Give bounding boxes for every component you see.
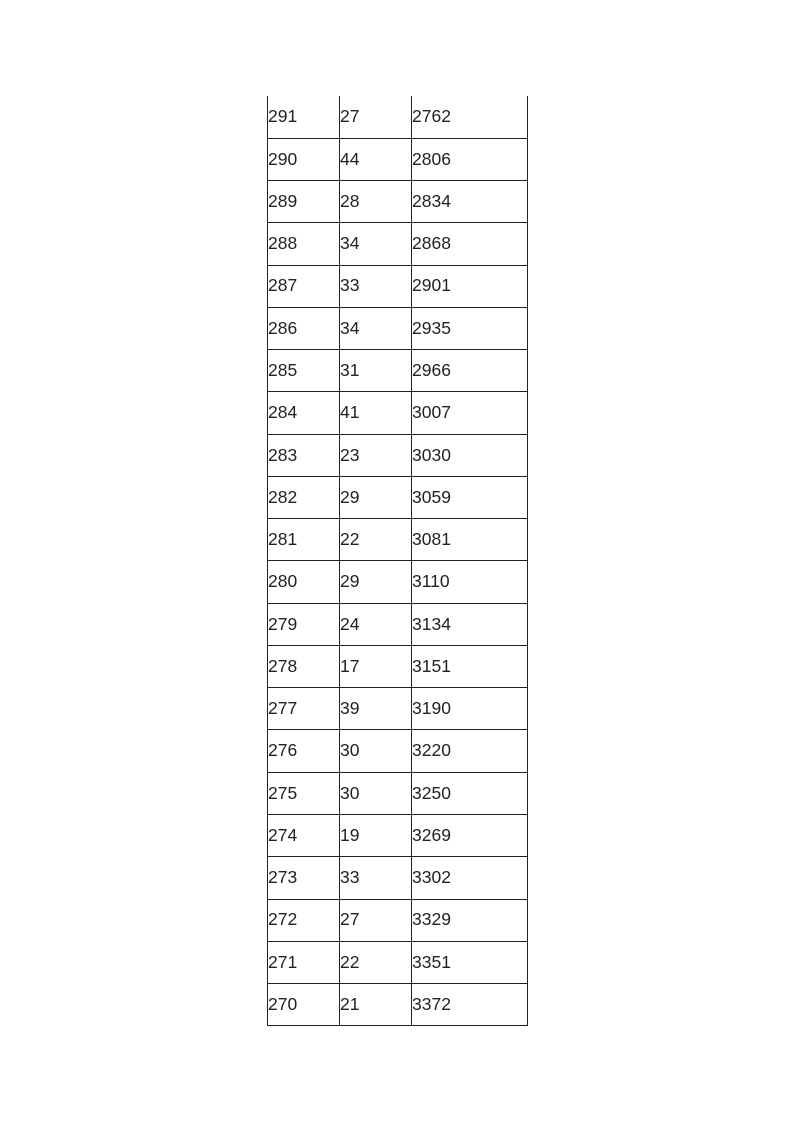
cumulative-cell: 2935 xyxy=(412,307,528,349)
table-row xyxy=(268,265,528,307)
count-cell: 27 xyxy=(340,96,412,138)
table-row xyxy=(268,392,528,434)
table-row xyxy=(268,730,528,772)
table-row xyxy=(268,476,528,518)
cumulative-cell: 2834 xyxy=(412,181,528,223)
score-table xyxy=(267,96,528,1026)
count-cell: 30 xyxy=(340,772,412,814)
cumulative-cell: 2762 xyxy=(412,96,528,138)
cumulative-cell: 3151 xyxy=(412,645,528,687)
score-cell: 287 xyxy=(268,265,340,307)
table-row xyxy=(268,223,528,265)
score-cell: 276 xyxy=(268,730,340,772)
count-cell: 21 xyxy=(340,984,412,1026)
score-cell: 291 xyxy=(268,96,340,138)
score-cell: 283 xyxy=(268,434,340,476)
score-cell: 286 xyxy=(268,307,340,349)
count-cell: 17 xyxy=(340,645,412,687)
table-row xyxy=(268,688,528,730)
cumulative-cell: 3190 xyxy=(412,688,528,730)
count-cell: 31 xyxy=(340,350,412,392)
cumulative-cell: 3250 xyxy=(412,772,528,814)
cumulative-cell: 3220 xyxy=(412,730,528,772)
score-cell: 288 xyxy=(268,223,340,265)
score-cell: 279 xyxy=(268,603,340,645)
table-row xyxy=(268,772,528,814)
score-cell: 274 xyxy=(268,815,340,857)
score-cell: 272 xyxy=(268,899,340,941)
cumulative-cell: 2966 xyxy=(412,350,528,392)
score-cell: 273 xyxy=(268,857,340,899)
score-table-container xyxy=(267,96,527,1026)
count-cell: 34 xyxy=(340,307,412,349)
count-cell: 41 xyxy=(340,392,412,434)
score-cell: 280 xyxy=(268,561,340,603)
score-cell: 270 xyxy=(268,984,340,1026)
score-cell: 277 xyxy=(268,688,340,730)
table-row xyxy=(268,857,528,899)
cumulative-cell: 2868 xyxy=(412,223,528,265)
count-cell: 23 xyxy=(340,434,412,476)
cumulative-cell: 3030 xyxy=(412,434,528,476)
table-row xyxy=(268,984,528,1026)
table-row xyxy=(268,603,528,645)
cumulative-cell: 3372 xyxy=(412,984,528,1026)
table-row xyxy=(268,307,528,349)
score-cell: 284 xyxy=(268,392,340,434)
table-row xyxy=(268,561,528,603)
score-cell: 275 xyxy=(268,772,340,814)
table-row xyxy=(268,96,528,138)
score-cell: 278 xyxy=(268,645,340,687)
score-cell: 281 xyxy=(268,519,340,561)
cumulative-cell: 3351 xyxy=(412,941,528,983)
count-cell: 29 xyxy=(340,476,412,518)
score-cell: 290 xyxy=(268,138,340,180)
count-cell: 39 xyxy=(340,688,412,730)
cumulative-cell: 2901 xyxy=(412,265,528,307)
table-row xyxy=(268,815,528,857)
count-cell: 33 xyxy=(340,265,412,307)
count-cell: 34 xyxy=(340,223,412,265)
table-row xyxy=(268,350,528,392)
cumulative-cell: 2806 xyxy=(412,138,528,180)
table-row xyxy=(268,645,528,687)
count-cell: 44 xyxy=(340,138,412,180)
score-cell: 285 xyxy=(268,350,340,392)
score-cell: 271 xyxy=(268,941,340,983)
table-row xyxy=(268,941,528,983)
table-row xyxy=(268,434,528,476)
cumulative-cell: 3269 xyxy=(412,815,528,857)
table-body xyxy=(268,96,528,1026)
table-row xyxy=(268,138,528,180)
cumulative-cell: 3110 xyxy=(412,561,528,603)
count-cell: 29 xyxy=(340,561,412,603)
table-row xyxy=(268,899,528,941)
cumulative-cell: 3302 xyxy=(412,857,528,899)
cumulative-cell: 3059 xyxy=(412,476,528,518)
count-cell: 19 xyxy=(340,815,412,857)
count-cell: 30 xyxy=(340,730,412,772)
table-row xyxy=(268,181,528,223)
cumulative-cell: 3329 xyxy=(412,899,528,941)
count-cell: 27 xyxy=(340,899,412,941)
score-cell: 289 xyxy=(268,181,340,223)
cumulative-cell: 3081 xyxy=(412,519,528,561)
cumulative-cell: 3007 xyxy=(412,392,528,434)
count-cell: 28 xyxy=(340,181,412,223)
cumulative-cell: 3134 xyxy=(412,603,528,645)
count-cell: 22 xyxy=(340,941,412,983)
score-cell: 282 xyxy=(268,476,340,518)
count-cell: 24 xyxy=(340,603,412,645)
count-cell: 33 xyxy=(340,857,412,899)
count-cell: 22 xyxy=(340,519,412,561)
table-row xyxy=(268,519,528,561)
